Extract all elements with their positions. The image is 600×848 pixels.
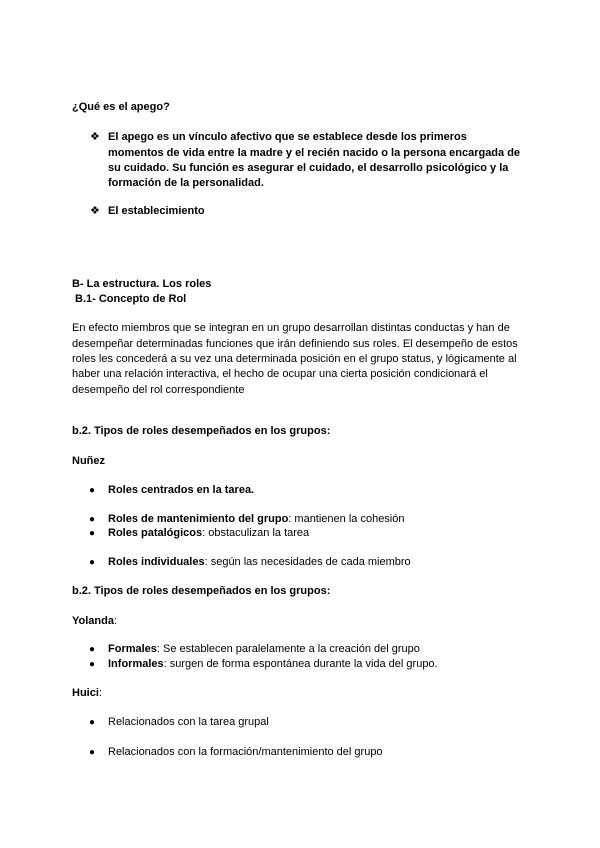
list-item: Roles de mantenimiento del grupo: mantienen la cohesión	[108, 513, 405, 525]
diamond-bullet-icon: ❖	[90, 131, 100, 143]
list-item: Relacionados con la tarea grupal	[108, 716, 269, 728]
paragraph-line: En efecto miembros que se integran en un grupo desarrollan distintas conductas y han de	[72, 322, 510, 334]
bullet-icon: ●	[89, 514, 96, 525]
list-item: Roles patalógicos: obstaculizan la tarea	[108, 527, 310, 539]
author-label: Yolanda:	[72, 615, 118, 627]
section-heading: b.2. Tipos de roles desempeñados en los grupos:	[72, 425, 331, 437]
page-title: ¿Qué es el apego?	[72, 101, 170, 113]
bullet-icon: ●	[89, 644, 96, 655]
diamond-item-line: El establecimiento	[108, 205, 205, 217]
paragraph-line: desempeño del rol correspondiente	[72, 384, 245, 396]
list-item: Formales: Se establecen paralelamente a la creación del grupo	[108, 643, 420, 655]
diamond-item-line: formación de la personalidad.	[108, 177, 264, 189]
section-subheading: B.1- Concepto de Rol	[75, 293, 187, 305]
section-heading: B- La estructura. Los roles	[72, 278, 212, 290]
paragraph-line: roles les concederá a su vez una determinada posición en el grupo status, y lógicamente al	[72, 353, 517, 365]
section-heading: b.2. Tipos de roles desempeñados en los grupos:	[72, 585, 331, 597]
paragraph-line: desempeñar determinadas funciones que irán definiendo sus roles. El desempeño de estos	[72, 338, 518, 350]
diamond-bullet-icon: ❖	[90, 205, 100, 217]
list-item: Relacionados con la formación/mantenimiento del grupo	[108, 746, 383, 758]
diamond-item-line: momentos de vida entre la madre y el recién nacido o la persona encargada de	[108, 147, 521, 159]
bullet-icon: ●	[89, 557, 96, 568]
list-item: Roles individuales: según las necesidades de cada miembro	[108, 556, 411, 568]
author-label: Huici:	[72, 687, 102, 699]
bullet-icon: ●	[89, 659, 96, 670]
list-item: Roles centrados en la tarea.	[108, 484, 255, 496]
bullet-icon: ●	[89, 528, 96, 539]
diamond-item-line: su cuidado. Su función es asegurar el cuidado, el desarrollo psicológico y la	[108, 162, 509, 174]
bullet-icon: ●	[89, 717, 96, 728]
list-item: Informales: surgen de forma espontánea durante la vida del grupo.	[108, 658, 438, 670]
bullet-icon: ●	[89, 747, 96, 758]
diamond-item-line: El apego es un vínculo afectivo que se establece desde los primeros	[108, 131, 467, 143]
paragraph-line: haber una relación interactiva, el hecho de ocupar una cierta posición condicionará el	[72, 368, 488, 380]
author-label: Nuñez	[72, 455, 105, 467]
bullet-icon: ●	[89, 485, 96, 496]
